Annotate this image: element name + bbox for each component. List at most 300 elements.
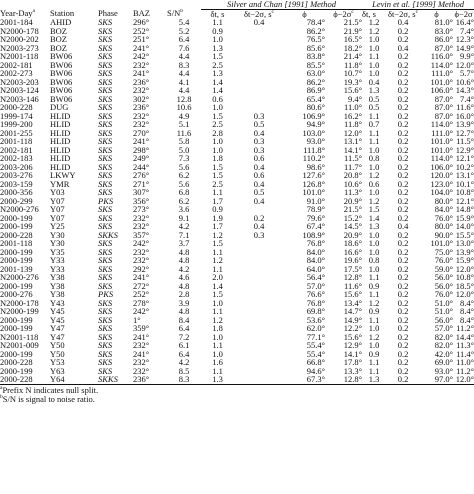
cell-sn: 4.6 xyxy=(178,273,190,282)
cell-station: AHID xyxy=(50,18,72,27)
cell-dt-silver: 1.9 xyxy=(212,213,223,222)
cell-phi-silver: 108.9° xyxy=(302,230,325,239)
cell-dt2-silver xyxy=(234,290,284,299)
cell-dt-levin: 1.0 xyxy=(368,43,380,52)
table-row xyxy=(0,358,474,367)
cell-phi2-silver: 11.3° xyxy=(344,188,363,197)
cell-year-day: 2000-199 xyxy=(0,281,33,290)
cell-phase: SKS xyxy=(98,94,113,103)
cell-phi2-silver: 13.1° xyxy=(343,137,363,146)
footnote-a: $^a$Prefix N indicates null split. xyxy=(0,385,99,395)
cell-phase: SKS xyxy=(98,103,113,112)
table-row xyxy=(0,290,474,299)
cell-sn: 4.2 xyxy=(178,358,190,367)
cell-year-day: 2003-206 xyxy=(0,162,33,171)
cell-sn: 12.8 xyxy=(176,94,192,103)
table-row xyxy=(0,375,474,384)
cell-phi-levin: 82.0° xyxy=(434,332,454,341)
cell-year-day: 1999-200 xyxy=(0,120,33,129)
cell-phi2-levin: 13.9° xyxy=(455,247,474,256)
cell-year-day: 2000-199 xyxy=(0,349,33,358)
cell-dt2-levin: 0.4 xyxy=(397,222,409,231)
cell-dt-levin: 1.1 xyxy=(368,111,380,120)
cell-year-day: 2000-199 xyxy=(0,256,33,265)
table-row xyxy=(0,316,474,325)
col-dt-levin: δt, s xyxy=(362,9,376,18)
cell-dt-silver: 1.1 xyxy=(212,366,223,375)
cell-station: BOZ xyxy=(50,43,67,52)
cell-baz: 244° xyxy=(133,162,150,171)
cell-sn: 4.4 xyxy=(178,52,190,61)
cell-phi2-silver: 11.5° xyxy=(344,154,363,163)
cell-sn: 3.9 xyxy=(178,298,190,307)
cell-dt-levin: 1.3 xyxy=(368,86,380,95)
cell-phi2-levin: 15.9° xyxy=(455,256,474,265)
cell-phase: SKS xyxy=(98,239,113,248)
cell-dt-levin: 1.3 xyxy=(362,375,386,384)
cell-phase: SKS xyxy=(98,154,113,163)
cell-dt2-levin: 0.2 xyxy=(397,179,409,188)
cell-dt2-silver xyxy=(234,316,284,325)
cell-phi2-levin: 15.5° xyxy=(455,230,474,239)
col-phi-silver: ϕ xyxy=(302,9,307,18)
cell-station: Y64 xyxy=(50,375,98,384)
cell-phi2-silver: 13.3° xyxy=(343,366,363,375)
cell-sn: 4.2 xyxy=(178,264,190,273)
table-row xyxy=(0,265,474,274)
cell-dt-silver: 1.0 xyxy=(212,349,223,358)
table-row xyxy=(0,112,474,121)
cell-dt2-silver: 0.3 xyxy=(253,137,265,146)
cell-baz: 302° xyxy=(133,94,150,103)
cell-phase: SKS xyxy=(98,315,113,324)
cell-phi-silver: 110.2° xyxy=(302,154,325,163)
cell-dt2-silver: 0.4 xyxy=(253,162,265,171)
cell-phi-silver: 53.6° xyxy=(306,315,325,324)
cell-year-day: N2000-276 xyxy=(0,273,39,282)
table-row xyxy=(0,350,474,359)
cell-baz: 232° xyxy=(133,341,150,350)
cell-phi-levin: 97.0° xyxy=(420,375,453,384)
cell-dt2-silver: 0.6 xyxy=(253,154,265,163)
cell-baz: 242° xyxy=(133,52,150,61)
cell-phi-levin: 51.0° xyxy=(434,298,454,307)
cell-dt2-levin: 0.2 xyxy=(397,35,409,44)
cell-baz: 271° xyxy=(133,179,150,188)
cell-dt-levin: 1.2 xyxy=(368,171,380,180)
cell-phi-silver: 126.8° xyxy=(302,179,325,188)
cell-phi-levin: 82.0° xyxy=(434,341,454,350)
col-phi2-levin: ϕ−2σ xyxy=(454,9,473,18)
cell-phi2-silver: 17.5° xyxy=(343,264,363,273)
cell-dt-silver: 1.2 xyxy=(212,315,223,324)
cell-phi-silver: 94.6° xyxy=(306,366,325,375)
table-row xyxy=(0,324,474,333)
table-row xyxy=(0,163,474,172)
cell-phi-silver: 56.4° xyxy=(306,273,325,282)
cell-dt2-silver xyxy=(234,341,284,350)
cell-baz: 242° xyxy=(133,307,150,316)
cell-dt2-silver: 0.3 xyxy=(253,230,265,239)
cell-phi2-levin: 14.8° xyxy=(455,205,474,214)
cell-phi2-levin: 12.0° xyxy=(455,60,474,69)
cell-dt2-levin: 0.2 xyxy=(397,26,409,35)
cell-phi2-silver: 18.6° xyxy=(343,239,363,248)
cell-year-day: 2000-199 xyxy=(0,213,33,222)
cell-station: Y03 xyxy=(50,188,65,197)
cell-station: Y50 xyxy=(50,349,65,358)
cell-dt-levin: 1.1 xyxy=(368,137,380,146)
cell-phi-silver: 76.8° xyxy=(306,239,325,248)
cell-phi2-levin: 9.9° xyxy=(460,52,474,61)
cell-phi-levin: 87.0° xyxy=(434,43,454,52)
cell-dt-levin: 1.1 xyxy=(368,315,380,324)
cell-dt2-levin: 0.2 xyxy=(397,290,409,299)
cell-year-day: N2000-202 xyxy=(0,35,39,44)
cell-dt-levin: 1.0 xyxy=(368,188,380,197)
cell-dt2-silver xyxy=(234,324,284,333)
cell-phi2-levin: 10.6° xyxy=(455,77,474,86)
cell-station: HLID xyxy=(50,111,71,120)
cell-station: Y25 xyxy=(50,222,65,231)
cell-dt2-silver xyxy=(234,86,284,95)
cell-phi-levin: 101.0° xyxy=(430,239,454,248)
cell-phi2-silver: 12.0° xyxy=(343,128,363,137)
cell-year-day: 2002-181 xyxy=(0,60,33,69)
cell-dt2-silver xyxy=(234,44,284,53)
cell-phase: SKS xyxy=(98,349,113,358)
cell-phi-silver: 69.8° xyxy=(306,307,325,316)
cell-sn: 3.7 xyxy=(178,239,190,248)
cell-phi2-silver: 11.7° xyxy=(344,162,363,171)
header-group-row xyxy=(0,0,474,9)
cell-phi-silver: 83.8° xyxy=(306,52,325,61)
table-footnotes xyxy=(0,386,98,404)
cell-sn: 7.6 xyxy=(178,43,190,52)
cell-dt2-levin: 0.2 xyxy=(397,358,409,367)
cell-phi2-levin: 16.0° xyxy=(455,111,474,120)
table-row xyxy=(0,180,474,189)
cell-dt2-levin: 0.2 xyxy=(397,120,409,129)
cell-dt2-levin: 0.2 xyxy=(397,341,409,350)
cell-phi2-silver: 19.6° xyxy=(343,256,363,265)
cell-dt2-silver: 0.6 xyxy=(253,171,265,180)
cell-dt2-levin: 0.2 xyxy=(397,69,409,78)
cell-dt-levin: 1.0 xyxy=(368,264,380,273)
cell-year-day: 2001-184 xyxy=(0,18,33,27)
cell-baz: 232° xyxy=(133,60,150,69)
cell-phi-levin: 86.0° xyxy=(434,35,454,44)
cell-baz: 241° xyxy=(133,43,150,52)
cell-dt-levin: 1.2 xyxy=(368,26,380,35)
cell-phi2-levin: 16.4° xyxy=(455,18,474,27)
cell-phase: SKS xyxy=(98,162,113,171)
cell-dt2-silver xyxy=(234,367,284,376)
cell-sn: 5.6 xyxy=(178,162,190,171)
cell-dt2-silver xyxy=(234,350,284,359)
cell-phi-silver: 77.1° xyxy=(306,332,325,341)
table-row xyxy=(0,44,474,53)
cell-dt2-silver: 0.4 xyxy=(253,18,265,27)
cell-phi2-levin: 14.9° xyxy=(455,43,474,52)
cell-phi2-silver: 21.5° xyxy=(343,18,363,27)
cell-dt2-silver xyxy=(234,61,284,70)
cell-phi2-levin: 11.2° xyxy=(456,324,474,333)
cell-phi2-silver: 20.8° xyxy=(343,171,363,180)
cell-station: Y63 xyxy=(50,366,65,375)
cell-phi-silver: 80.6° xyxy=(306,103,325,112)
cell-phi-silver: 76.5° xyxy=(306,35,325,44)
cell-dt2-levin: 0.2 xyxy=(397,188,409,197)
cell-phi2-levin: 10.1° xyxy=(455,179,474,188)
cell-phi-levin: 69.0° xyxy=(434,358,454,367)
cell-dt-levin: 1.2 xyxy=(368,18,380,27)
cell-phase: SKS xyxy=(98,324,113,333)
cell-dt2-silver xyxy=(234,103,284,112)
cell-phase: SKS xyxy=(98,281,113,290)
cell-dt2-levin: 0.2 xyxy=(397,273,409,282)
cell-dt2-silver xyxy=(234,282,284,291)
cell-year-day: 2001-139 xyxy=(0,264,33,273)
cell-sn: 4.1 xyxy=(178,77,190,86)
col-dt2-silver: δt−2σ, $s^c$ xyxy=(243,9,274,18)
table-row xyxy=(0,86,474,95)
cell-phase: SKS xyxy=(98,273,113,282)
cell-dt2-levin: 0.2 xyxy=(397,111,409,120)
cell-dt2-levin: 0.2 xyxy=(397,256,409,265)
cell-phi-levin: 56.0° xyxy=(434,315,454,324)
cell-dt2-silver xyxy=(234,358,284,367)
cell-phi-levin: 42.0° xyxy=(434,349,454,358)
cell-dt2-silver xyxy=(234,375,284,384)
cell-dt2-levin: 0.2 xyxy=(397,247,409,256)
cell-year-day: N2001-118 xyxy=(0,52,39,61)
cell-dt-levin: 1.5 xyxy=(368,205,380,214)
cell-dt2-levin: 0.2 xyxy=(397,162,409,171)
cell-phi-levin: 106.0° xyxy=(430,86,454,95)
cell-station: HLID xyxy=(50,162,71,171)
cell-phi-silver: 55.4° xyxy=(306,349,325,358)
cell-phi-levin: 104.0° xyxy=(430,188,454,197)
cell-phi-levin: 87.0° xyxy=(434,103,454,112)
cell-phi2-levin: 12.0° xyxy=(455,290,474,299)
group-levin-heading: Levin et al. [1999] Method xyxy=(362,0,474,9)
cell-dt-levin: 1.2 xyxy=(368,298,380,307)
table-row xyxy=(0,95,474,104)
cell-station: Y43 xyxy=(50,298,65,307)
cell-dt-levin: 0.9 xyxy=(368,281,380,290)
cell-phi-levin: 120.0° xyxy=(430,171,454,180)
cell-station: Y07 xyxy=(50,205,65,214)
cell-baz: 251° xyxy=(133,35,150,44)
cell-phi-levin: 101.0° xyxy=(430,137,454,146)
table-row xyxy=(0,299,474,308)
cell-dt-levin: 1.0 xyxy=(368,162,380,171)
table-row xyxy=(0,120,474,129)
cell-dt2-silver xyxy=(234,299,284,308)
cell-phase: SKS xyxy=(98,213,113,222)
cell-phi-silver: 78.9° xyxy=(306,205,325,214)
cell-phi-levin: 93.0° xyxy=(434,366,454,375)
cell-sn: 10.6 xyxy=(176,103,192,112)
col-station: Station xyxy=(50,9,75,18)
cell-dt-levin: 0.8 xyxy=(368,256,380,265)
cell-year-day: N2003-273 xyxy=(0,43,39,52)
cell-phi2-silver: 17.8° xyxy=(343,358,363,367)
cell-baz: 296° xyxy=(133,18,150,27)
cell-dt-levin: 1.1 xyxy=(368,366,380,375)
cell-phi2-silver: 11.6° xyxy=(344,281,363,290)
cell-phi2-levin: 14.3° xyxy=(455,86,474,95)
cell-dt-levin: 0.4 xyxy=(368,77,380,86)
cell-year-day: 2000-199 xyxy=(0,222,33,231)
cell-dt2-levin: 0.2 xyxy=(397,307,409,316)
cell-phi2-silver: 15.6° xyxy=(343,86,363,95)
col-dt-silver: δt, s xyxy=(210,9,225,18)
cell-phi-silver: 63.0° xyxy=(306,69,325,78)
cell-station: YMR xyxy=(50,179,70,188)
cell-dt2-levin: 0.2 xyxy=(397,137,409,146)
cell-phi2-levin: 12.9° xyxy=(455,145,474,154)
cell-phi-levin: 114.0° xyxy=(430,120,454,129)
cell-baz: 232° xyxy=(133,120,150,129)
cell-phase: SKS xyxy=(98,298,113,307)
cell-phi-silver: 55.4° xyxy=(306,341,325,350)
cell-phi-levin: 114.0° xyxy=(430,154,454,163)
cell-phase: SKS xyxy=(98,77,113,86)
cell-dt-levin: 0.8 xyxy=(368,154,380,163)
cell-dt2-levin: 0.2 xyxy=(397,196,409,205)
cell-dt2-levin: 0.4 xyxy=(397,18,409,27)
cell-phi2-levin: 13.9° xyxy=(455,120,474,129)
cell-phi-silver: 57.0° xyxy=(306,281,325,290)
cell-dt-levin: 1.1 xyxy=(368,290,380,299)
cell-dt2-silver xyxy=(234,265,284,274)
cell-baz: 232° xyxy=(133,222,150,231)
cell-dt-levin: 1.0 xyxy=(368,341,380,350)
cell-phase: SKS xyxy=(98,256,113,265)
cell-phi-levin: 80.0° xyxy=(434,222,454,231)
cell-dt2-levin: 0.2 xyxy=(397,239,409,248)
cell-dt2-silver xyxy=(234,273,284,282)
cell-dt2-silver xyxy=(234,256,284,265)
cell-dt2-levin: 0.2 xyxy=(386,375,420,384)
cell-dt2-levin: 0.2 xyxy=(397,332,409,341)
cell-dt-levin: 1.0 xyxy=(368,35,380,44)
cell-phi-levin: 87.0° xyxy=(434,94,454,103)
cell-year-day: 2000-356 xyxy=(0,188,33,197)
cell-station: HLID xyxy=(50,128,71,137)
cell-dt-silver: 1.8 xyxy=(212,324,223,333)
table-row xyxy=(0,248,474,257)
cell-baz: 307° xyxy=(133,188,150,197)
cell-sn: 5.0 xyxy=(178,145,190,154)
cell-dt-levin: 0.6 xyxy=(368,179,380,188)
cell-station: LKWY xyxy=(50,171,76,180)
cell-station: BW06 xyxy=(50,69,73,78)
cell-dt2-silver xyxy=(234,307,284,316)
cell-baz: 359° xyxy=(133,324,150,333)
cell-year-day: N2000-178 xyxy=(0,26,39,35)
cell-phase: SKS xyxy=(98,69,113,78)
cell-phi2-silver: 14.7° xyxy=(343,307,363,316)
cell-dt2-silver xyxy=(234,52,284,61)
cell-dt-silver: 1.5 xyxy=(212,290,223,299)
table-row xyxy=(0,197,474,206)
cell-phi-levin: 57.0° xyxy=(434,324,454,333)
cell-dt-silver: 1.1 xyxy=(212,341,223,350)
cell-baz: 276° xyxy=(133,171,150,180)
table-row xyxy=(0,146,474,155)
cell-phi2-silver: 15.2° xyxy=(343,213,363,222)
cell-phi2-levin: 12.1° xyxy=(455,154,474,163)
cell-phase: SKS xyxy=(98,137,113,146)
cell-baz: 236° xyxy=(133,77,150,86)
cell-year-day: 2001-118 xyxy=(0,137,33,146)
cell-phase: SKS xyxy=(98,332,113,341)
cell-phi-levin: 106.0° xyxy=(430,162,454,171)
cell-station: Y38 xyxy=(50,290,65,299)
cell-phi2-levin: 8.4° xyxy=(460,307,474,316)
cell-station: Y50 xyxy=(50,341,65,350)
cell-baz: 241° xyxy=(133,137,150,146)
cell-sn: 4.8 xyxy=(178,247,190,256)
cell-phi-silver: 67.3° xyxy=(284,375,325,384)
cell-dt2-levin: 0.2 xyxy=(397,230,409,239)
cell-year-day: 2000-228 xyxy=(0,103,33,112)
cell-phi2-levin: 13.1° xyxy=(455,171,474,180)
cell-phi2-silver: 12.9° xyxy=(343,341,363,350)
cell-phi2-silver: 19.3° xyxy=(343,77,363,86)
cell-dt-levin: 1.1 xyxy=(368,128,380,137)
cell-dt-levin: 1.0 xyxy=(368,230,380,239)
cell-dt-levin: 1.3 xyxy=(368,222,380,231)
cell-phi2-silver: 15.6° xyxy=(343,290,363,299)
cell-phi-silver: 111.8° xyxy=(303,145,325,154)
col-phi-levin: ϕ xyxy=(434,9,439,18)
cell-station: Y53 xyxy=(50,358,65,367)
cell-year-day: N2003-146 xyxy=(0,94,39,103)
cell-phase: SKS xyxy=(98,366,113,375)
cell-year-day: 2000-199 xyxy=(0,247,33,256)
cell-baz: 292° xyxy=(133,264,150,273)
footnote-b: $^b$S/N is signal to noise ratio. xyxy=(0,394,95,404)
cell-dt2-silver: 0.4 xyxy=(253,128,265,137)
cell-baz: 356° xyxy=(133,196,150,205)
cell-phi-silver: 91.0° xyxy=(306,196,325,205)
cell-station: BOZ xyxy=(50,35,67,44)
table-row xyxy=(0,35,474,44)
cell-baz: 241° xyxy=(133,349,150,358)
cell-year-day: N2003-124 xyxy=(0,86,39,95)
cell-dt2-silver: 0.5 xyxy=(253,120,265,129)
cell-year-day: 2002-273 xyxy=(0,69,33,78)
cell-phi2-silver: 11.8° xyxy=(344,120,363,129)
cell-year-day: 2000-228 xyxy=(0,230,33,239)
cell-phi-levin: 114.0° xyxy=(430,60,454,69)
cell-dt-silver: 1.3 xyxy=(212,43,223,52)
cell-phi-silver: 86.2° xyxy=(306,26,325,35)
cell-phi-silver: 76.8° xyxy=(306,298,325,307)
cell-phi-levin: 84.0° xyxy=(434,205,454,214)
table-row xyxy=(0,282,474,291)
cell-station: Y30 xyxy=(50,230,65,239)
cell-year-day: N2003-203 xyxy=(0,77,39,86)
cell-dt-silver: 2.5 xyxy=(212,120,223,129)
cell-station: Y45 xyxy=(50,315,65,324)
cell-station: HLID xyxy=(50,120,71,129)
cell-phase: SKS xyxy=(98,205,113,214)
